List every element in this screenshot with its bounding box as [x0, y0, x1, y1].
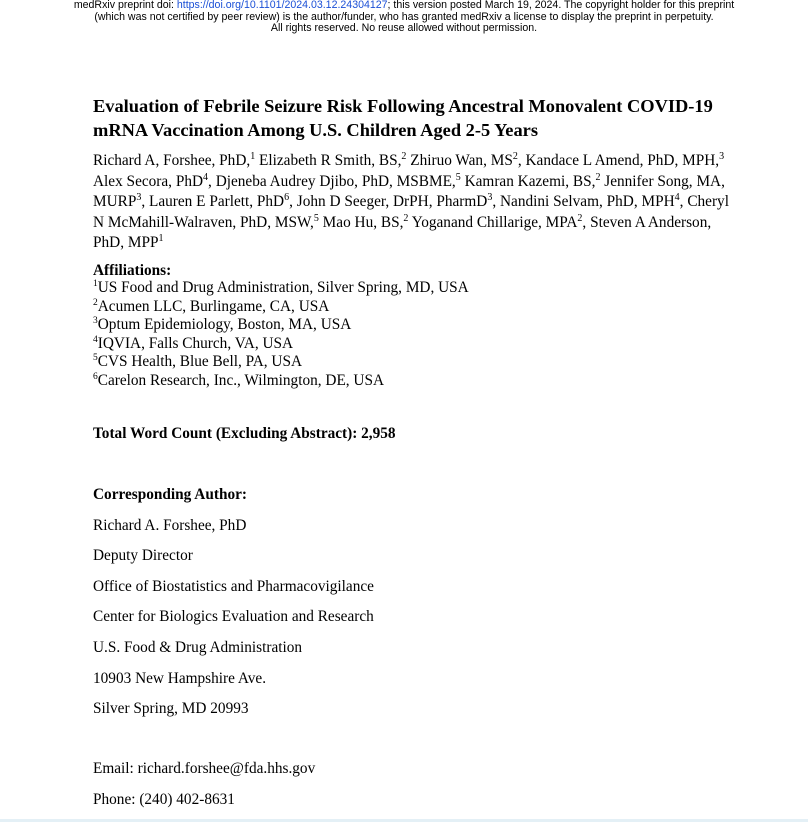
author — [297, 193, 500, 210]
page-bottom-edge — [0, 819, 808, 822]
corresponding-line: Center for Biologics Evaluation and Research — [93, 608, 374, 626]
author-name: Yoganand Chillarige, MPA — [411, 213, 578, 231]
author-name: Zhiruo Wan, MS — [410, 152, 513, 169]
author — [259, 152, 410, 169]
author-separator: , — [289, 193, 297, 210]
affiliation-item — [93, 353, 469, 372]
author-affiliation-number: 2 — [595, 171, 601, 183]
author — [500, 193, 687, 210]
author-affiliation-number: 3 — [719, 150, 725, 162]
author-affiliation-number: 3 — [136, 191, 142, 203]
author-list — [93, 151, 733, 254]
author-name: Mao Hu, BS, — [322, 213, 404, 231]
notice-line-2: (which was not certified by peer review) is the author/funder, who has granted medRxiv a license to display the preprint in perpetuity. — [94, 10, 714, 23]
author-separator: , — [492, 193, 500, 210]
author — [216, 173, 465, 190]
author-name: Elizabeth R Smith, BS, — [259, 152, 402, 169]
notice-line-3: All rights reserved. No reuse allowed without permission. — [270, 22, 538, 34]
author-name: Jennifer Song, MA, MURP — [93, 172, 725, 210]
author — [93, 152, 259, 169]
author-separator: , — [208, 172, 216, 190]
author-name: Lauren E Parlett, PhD — [149, 193, 285, 210]
phone-line: Phone: (240) 402-8631 — [93, 790, 235, 808]
affiliation-number: 4 — [93, 334, 98, 345]
corresponding-heading: Corresponding Author: — [93, 486, 247, 503]
author-name: Kandace L Amend, PhD, MPH, — [525, 152, 720, 169]
author-affiliation-number: 2 — [512, 150, 518, 162]
author — [93, 173, 216, 190]
corresponding-line: 10903 New Hampshire Ave. — [93, 669, 267, 687]
author-affiliation-number: 4 — [674, 191, 680, 203]
author-name: Nandini Selvam, PhD, MPH — [500, 193, 675, 210]
affiliations-list — [93, 279, 469, 390]
author — [323, 214, 412, 231]
affiliation-item — [93, 335, 469, 354]
author-name: John D Seeger, DrPH, PharmD — [296, 193, 488, 210]
affiliation-item — [93, 316, 469, 335]
author-affiliation-number: 5 — [455, 171, 461, 183]
affiliation-number: 3 — [93, 315, 98, 326]
affiliation-item — [93, 372, 469, 391]
author-separator: , — [141, 193, 150, 210]
corresponding-line: Deputy Director — [93, 547, 193, 565]
author — [149, 193, 297, 210]
affiliation-text: Acumen LLC, Burlingame, CA, USA — [97, 297, 330, 315]
notice-suffix: ; this version posted March 19, 2024. The copyright holder for this preprint — [387, 0, 735, 11]
email-line: Email: richard.forshee@fda.hhs.gov — [93, 760, 316, 777]
author-separator: , — [679, 193, 688, 210]
author-name: Richard A, Forshee, PhD, — [93, 152, 251, 169]
affiliation-number: 1 — [93, 278, 98, 289]
affiliation-text: IQVIA, Falls Church, VA, USA — [97, 334, 294, 352]
affiliation-number: 2 — [93, 297, 98, 308]
affiliation-number: 6 — [93, 371, 98, 382]
author-name: Kamran Kazemi, BS, — [464, 172, 596, 190]
author-affiliation-number: 5 — [313, 212, 319, 224]
word-count: Total Word Count (Excluding Abstract): 2,958 — [93, 425, 396, 442]
author-name: Alex Secora, PhD — [93, 172, 204, 190]
affiliation-text: CVS Health, Blue Bell, PA, USA — [97, 353, 303, 370]
author-affiliation-number: 1 — [250, 150, 256, 162]
author-name: Cheryl N McMahill-Walraven, PhD, MSW, — [93, 193, 729, 231]
author — [412, 214, 590, 231]
author-separator: , — [582, 213, 591, 231]
author — [410, 152, 525, 169]
contact-block — [93, 759, 315, 820]
author-affiliation-number: 1 — [158, 232, 164, 244]
author-affiliation-number: 6 — [284, 191, 290, 203]
preprint-notice — [0, 0, 808, 35]
author-name: Steven A Anderson, PhD, MPP — [93, 213, 712, 251]
affiliations-heading: Affiliations: — [93, 262, 172, 279]
author-affiliation-number: 4 — [203, 171, 209, 183]
corresponding-author-block — [93, 485, 374, 730]
author-affiliation-number: 3 — [487, 191, 493, 203]
corresponding-line: Silver Spring, MD 20993 — [93, 700, 249, 718]
corresponding-line: Richard A. Forshee, PhD — [93, 516, 247, 534]
affiliation-text: Optum Epidemiology, Boston, MA, USA — [97, 316, 352, 333]
notice-prefix: medRxiv preprint doi: — [73, 0, 177, 11]
author — [525, 152, 724, 169]
author-affiliation-number: 2 — [577, 212, 583, 224]
affiliation-number: 5 — [93, 352, 98, 363]
affiliation-text: Carelon Research, Inc., Wilmington, DE, USA — [97, 371, 385, 389]
corresponding-line: Office of Biostatistics and Pharmacovigilance — [93, 577, 374, 595]
author-name: Djeneba Audrey Djibo, PhD, MSBME, — [215, 172, 456, 190]
author-separator: , — [517, 152, 526, 169]
author-affiliation-number: 2 — [403, 212, 409, 224]
notice-line-1 — [0, 0, 808, 12]
affiliation-text: US Food and Drug Administration, Silver Spring, MD, USA — [97, 279, 469, 296]
affiliation-item — [93, 279, 469, 298]
paper-title: Evaluation of Febrile Seizure Risk Following Ancestral Monovalent COVID-19 mRNA Vaccination Among U.S. Children Aged 2-5 Years — [93, 96, 713, 140]
corresponding-line: U.S. Food & Drug Administration — [93, 638, 303, 656]
author-affiliation-number: 2 — [401, 150, 407, 162]
author — [465, 173, 605, 190]
affiliation-item — [93, 298, 469, 317]
doi-link[interactable]: https://doi.org/10.1101/2024.03.12.24304127 — [176, 0, 388, 11]
